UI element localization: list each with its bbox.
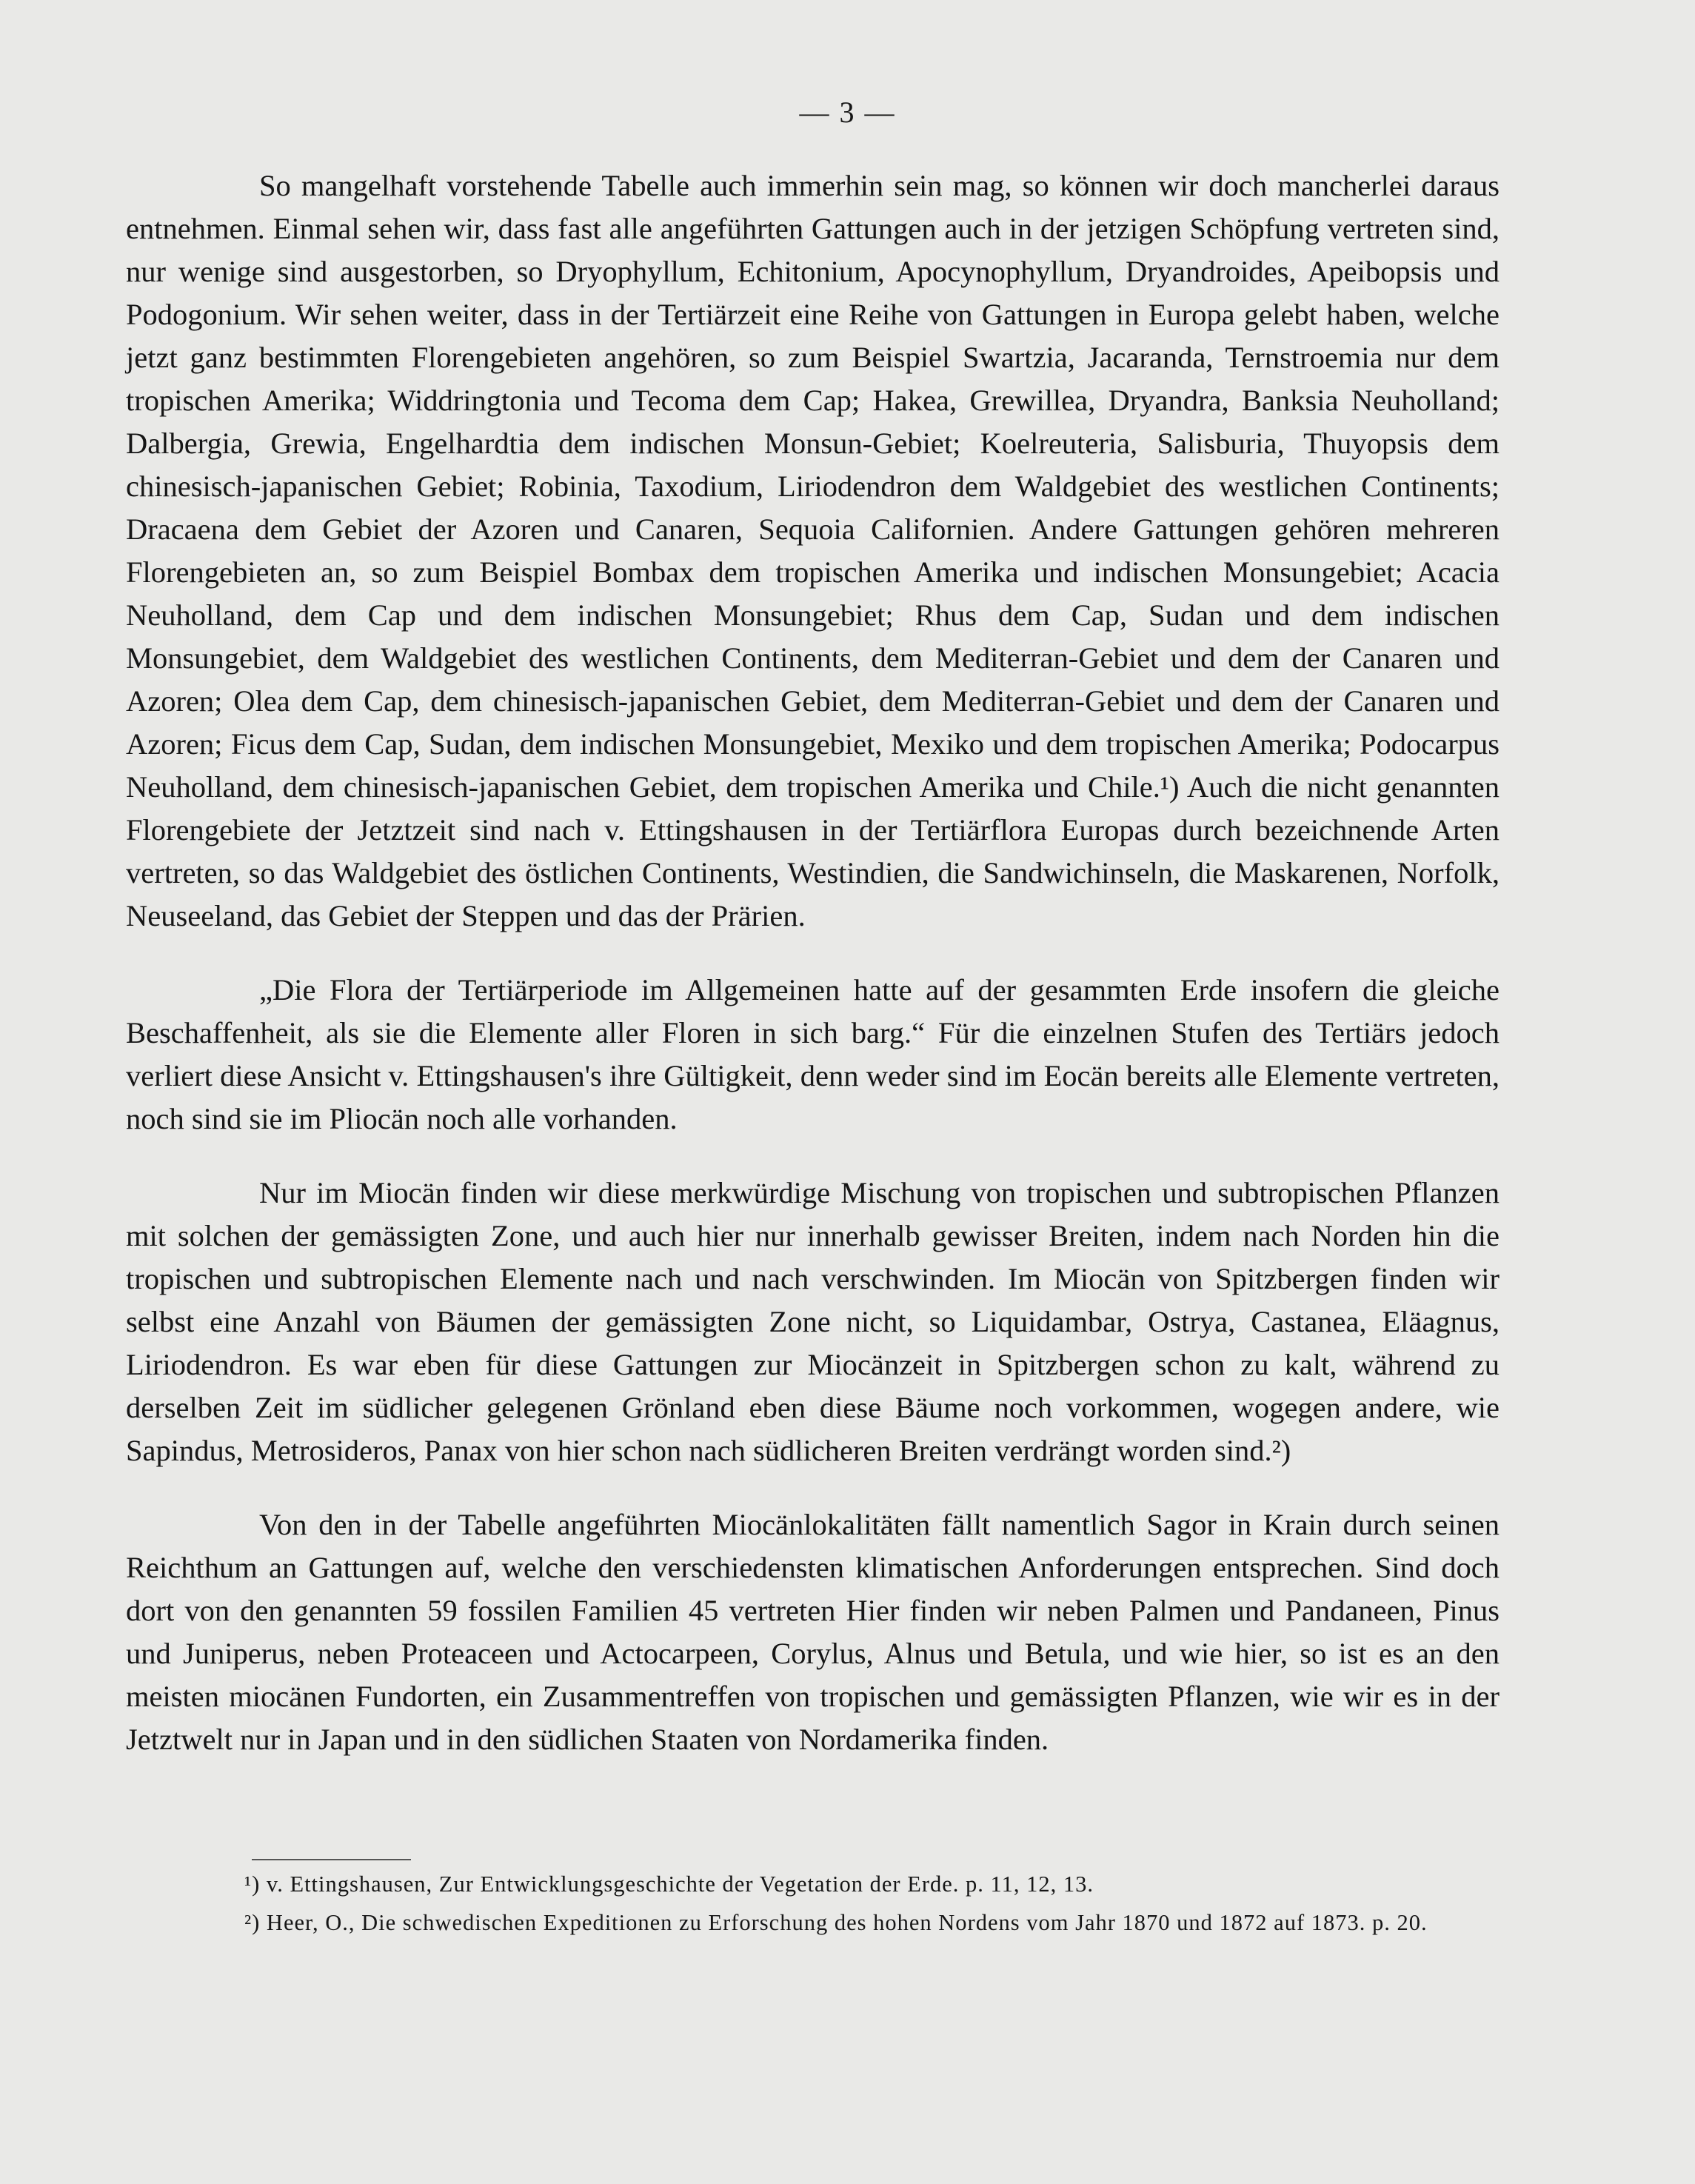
body-text (126, 164, 1500, 1761)
footnote-1: ¹) v. Ettingshausen, Zur Entwicklungsgeschichte der Vegetation der Erde. p. 11, 12, 13. (244, 1871, 1094, 1897)
page-number: — 3 — (799, 96, 896, 129)
paragraph-1: So mangelhaft vorstehende Tabelle auch immerhin sein mag, so können wir doch mancherlei daraus entnehmen. Einmal sehen wir, dass fast alle angeführten Gattungen auch in der jetzigen Schöpfung vertreten sind, nur wenige sind ausgestorben, so Dryophyllum, Echitonium, Apocynophyllum, Dryandroides, Apeibopsis und Podogonium. Wir sehen weiter, dass in der Tertiärzeit eine Reihe von Gattungen in Europa gelebt haben, welche jetzt ganz bestimmten Florengebieten angehören, so zum Beispiel Swartzia, Jacaranda, Ternstroemia nur dem tropischen Amerika; Widdringtonia und Tecoma dem Cap; Hakea, Grewillea, Dryandra, Banksia Neuholland; Dalbergia, Grewia, Engelhardtia dem indischen Monsun-Gebiet; Koelreuteria, Salisburia, Thuyopsis dem chinesisch-japanischen Gebiet; Robinia, Taxodium, Liriodendron dem Waldgebiet des westlichen Continents; Dracaena dem Gebiet der Azoren und Canaren, Sequoia Californien. Andere Gattungen gehören mehreren Florengebieten an, so zum Beispiel Bombax dem tropischen Amerika und indischen Monsungebiet; Acacia Neuholland, dem Cap und dem indischen Monsungebiet; Rhus dem Cap, Sudan und dem indischen Monsungebiet, dem Waldgebiet des westlichen Continents, dem Mediterran-Gebiet und dem der Canaren und Azoren; Olea dem Cap, dem chinesisch-japanischen Gebiet, dem Mediterran-Gebiet und dem der Canaren und Azoren; Ficus dem Cap, Sudan, dem indischen Monsungebiet, Mexiko und dem tropischen Amerika; Podocarpus Neuholland, dem chinesisch-japanischen Gebiet, dem tropischen Amerika und Chile.¹) Auch die nicht genannten Florengebiete der Jetztzeit sind nach v. Ettingshausen in der Tertiärflora Europas durch bezeichnende Arten vertreten, so das Waldgebiet des östlichen Continents, Westindien, die Sandwichinseln, die Maskarenen, Norfolk, Neuseeland, das Gebiet der Steppen und das der Prärien. (126, 169, 1500, 932)
footnotes (126, 1865, 1500, 1942)
paragraph-3: Nur im Miocän finden wir diese merkwürdige Mischung von tropischen und subtropischen Pflanzen mit solchen der gemässigten Zone, und auch hier nur innerhalb gewisser Breiten, indem nach Norden hin die tropischen und subtropischen Elemente nach und nach verschwinden. Im Miocän von Spitzbergen finden wir selbst eine Anzahl von Bäumen der gemässigten Zone nicht, so Liquidambar, Ostrya, Castanea, Eläagnus, Liriodendron. Es war eben für diese Gattungen zur Miocänzeit in Spitzbergen schon zu kalt, während zu derselben Zeit im südlicher gelegenen Grönland eben diese Bäume noch vorkommen, wogegen andere, wie Sapindus, Metrosideros, Panax von hier schon nach südlicheren Breiten verdrängt worden sind.²) (126, 1176, 1500, 1467)
paragraph-4: Von den in der Tabelle angeführten Miocänlokalitäten fällt namentlich Sagor in Krain durch seinen Reichthum an Gattungen auf, welche den verschiedensten klimatischen Anforderungen entsprechen. Sind doch dort von den genannten 59 fossilen Familien 45 vertreten Hier finden wir neben Palmen und Pandaneen, Pinus und Juniperus, neben Proteaceen und Actocarpeen, Corylus, Alnus und Betula, und wie hier, so ist es an den meisten miocänen Fundorten, ein Zusammentreffen von tropischen und gemässigten Pflanzen, wie wir es in der Jetztwelt nur in Japan und in den südlichen Staaten von Nordamerika finden. (126, 1508, 1500, 1756)
paragraph-2: „Die Flora der Tertiärperiode im Allgemeinen hatte auf der gesammten Erde insofern die gleiche Beschaffenheit, als sie die Elemente aller Floren in sich barg.“ Für die einzelnen Stufen des Tertiärs jedoch verliert diese Ansicht v. Ettingshausen's ihre Gültigkeit, denn weder sind im Eocän bereits alle Elemente vertreten, noch sind sie im Pliocän noch alle vorhanden. (126, 973, 1500, 1135)
footnote-2: ²) Heer, O., Die schwedischen Expeditionen zu Erforschung des hohen Nordens vom Jahr 1870 und 1872 auf 1873. p. 20. (244, 1910, 1428, 1935)
footnote-divider (252, 1859, 411, 1860)
